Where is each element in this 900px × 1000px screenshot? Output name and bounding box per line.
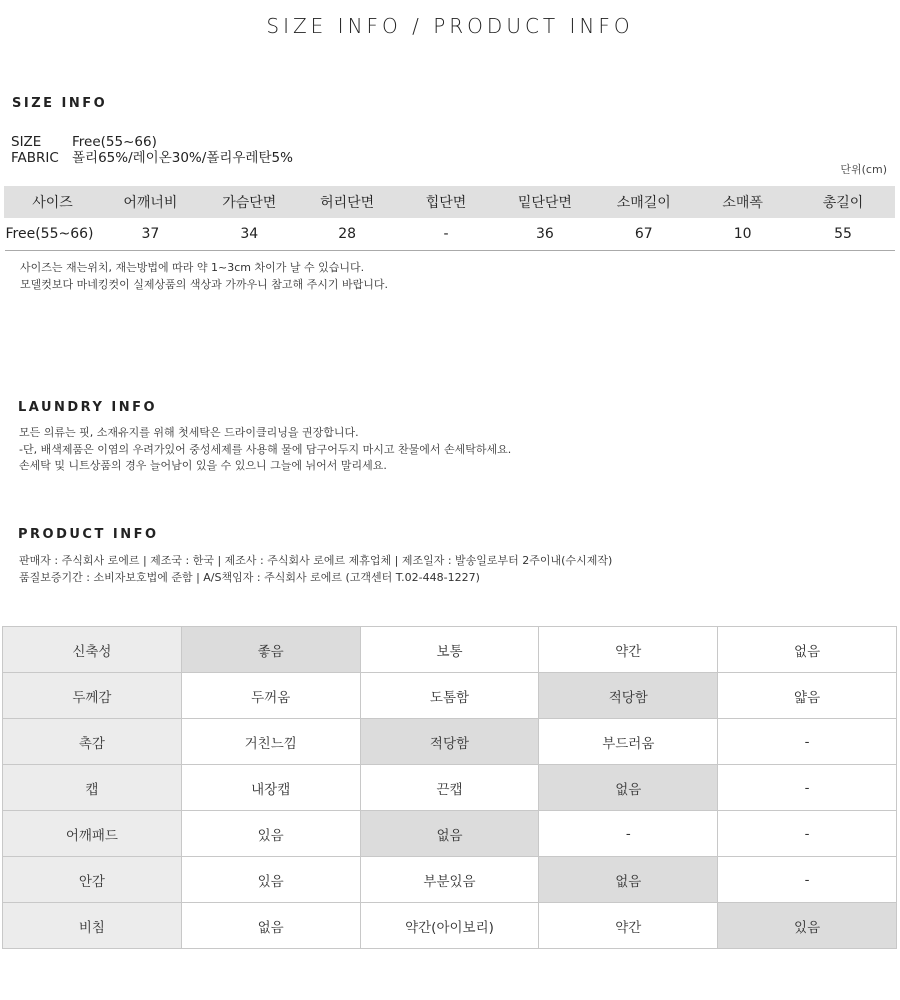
size-note: 사이즈는 재는위치, 재는방법에 따라 약 1~3cm 차이가 날 수 있습니다. <box>20 261 365 274</box>
property-option: - <box>718 765 897 811</box>
size-cell: - <box>396 218 496 251</box>
spec-fabric <box>11 150 293 166</box>
property-option-selected: 적당함 <box>539 673 718 719</box>
property-option: 보통 <box>360 627 539 673</box>
property-option: 있음 <box>181 811 360 857</box>
property-label: 신축성 <box>3 627 182 673</box>
property-row <box>3 673 897 719</box>
property-label: 어깨패드 <box>3 811 182 857</box>
property-option: 없음 <box>181 903 360 949</box>
spec-size-value: Free(55~66) <box>72 134 157 150</box>
size-cell: 36 <box>496 218 594 251</box>
laundry-info-heading: LAUNDRY INFO <box>18 400 158 415</box>
product-info-heading: PRODUCT INFO <box>18 527 159 542</box>
size-col-header: 소매폭 <box>694 187 792 218</box>
property-option-selected: 적당함 <box>360 719 539 765</box>
size-col-header: 허리단면 <box>298 187 396 218</box>
size-col-header: 가슴단면 <box>200 187 298 218</box>
size-cell: 10 <box>694 218 792 251</box>
property-option: 부분있음 <box>360 857 539 903</box>
property-label: 촉감 <box>3 719 182 765</box>
property-row <box>3 811 897 857</box>
table-row <box>5 218 895 251</box>
property-row <box>3 903 897 949</box>
property-row <box>3 857 897 903</box>
property-row <box>3 719 897 765</box>
properties-table <box>2 626 897 949</box>
property-option: - <box>718 857 897 903</box>
size-cell: 34 <box>200 218 298 251</box>
size-cell: 55 <box>792 218 895 251</box>
size-col-header: 힙단면 <box>396 187 496 218</box>
property-option: 도톰함 <box>360 673 539 719</box>
property-option: - <box>718 811 897 857</box>
property-label: 비침 <box>3 903 182 949</box>
size-col-header: 어깨너비 <box>100 187 200 218</box>
property-option: 없음 <box>718 627 897 673</box>
spec-size-key: SIZE <box>11 134 42 150</box>
laundry-notes <box>19 425 511 475</box>
size-col-header: 총길이 <box>792 187 895 218</box>
property-option: 두꺼움 <box>181 673 360 719</box>
size-info-heading: SIZE INFO <box>12 96 108 111</box>
size-cell: 28 <box>298 218 396 251</box>
property-option: 약간(아이보리) <box>360 903 539 949</box>
property-option: 얇음 <box>718 673 897 719</box>
product-notes <box>19 553 612 586</box>
property-option: 거친느낌 <box>181 719 360 765</box>
page-title: SIZE INFO / PRODUCT INFO <box>266 14 634 38</box>
size-notes <box>20 260 388 293</box>
property-option: 부드러움 <box>539 719 718 765</box>
property-option-selected: 없음 <box>360 811 539 857</box>
spec-size <box>11 134 293 150</box>
property-option-selected: 좋음 <box>181 627 360 673</box>
size-col-header: 소매길이 <box>594 187 694 218</box>
property-label: 두께감 <box>3 673 182 719</box>
size-cell: 67 <box>594 218 694 251</box>
size-table-header <box>5 187 895 218</box>
spec-fabric-value: 폴리65%/레이온30%/폴리우레탄5% <box>72 150 293 166</box>
size-cell: Free(55~66) <box>5 218 101 251</box>
property-option: - <box>718 719 897 765</box>
property-row <box>3 627 897 673</box>
size-col-header: 밑단단면 <box>496 187 594 218</box>
property-option: 내장캡 <box>181 765 360 811</box>
property-option: - <box>539 811 718 857</box>
property-option: 있음 <box>181 857 360 903</box>
spec-fabric-key: FABRIC <box>11 150 59 166</box>
laundry-line: 손세탁 및 니트상품의 경우 늘어남이 있을 수 있으니 그늘에 뉘어서 말리세요. <box>19 459 387 472</box>
product-line: 판매자 : 주식회사 로에르 | 제조국 : 한국 | 제조사 : 주식회사 로에르 제휴업체 | 제조일자 : 발송일로부터 2주이내(수시제작) <box>19 554 613 567</box>
size-note: 모델컷보다 마네킹컷이 실제상품의 색상과 가까우니 참고해 주시기 바랍니다. <box>20 277 389 291</box>
property-option-selected: 없음 <box>539 765 718 811</box>
size-col-header: 사이즈 <box>5 187 101 218</box>
spec-list <box>11 134 293 166</box>
property-option: 약간 <box>539 627 718 673</box>
size-table <box>4 186 895 251</box>
product-line: 품질보증기간 : 소비자보호법에 준함 | A/S책임자 : 주식회사 로에르 (고객센터 T.02-448-1227) <box>19 570 480 584</box>
laundry-line: 모든 의류는 핏, 소재유지를 위해 첫세탁은 드라이클리닝을 권장합니다. <box>19 426 359 439</box>
unit-label: 단위(cm) <box>840 163 887 176</box>
laundry-line: -단, 배색제품은 이염의 우려가있어 중성세제를 사용해 물에 담구어두지 마시고 찬물에서 손세탁하세요. <box>19 442 512 456</box>
property-row <box>3 765 897 811</box>
property-label: 안감 <box>3 857 182 903</box>
property-label: 캡 <box>3 765 182 811</box>
property-option-selected: 없음 <box>539 857 718 903</box>
size-cell: 37 <box>100 218 200 251</box>
property-option-selected: 있음 <box>718 903 897 949</box>
property-option: 약간 <box>539 903 718 949</box>
property-option: 끈캡 <box>360 765 539 811</box>
